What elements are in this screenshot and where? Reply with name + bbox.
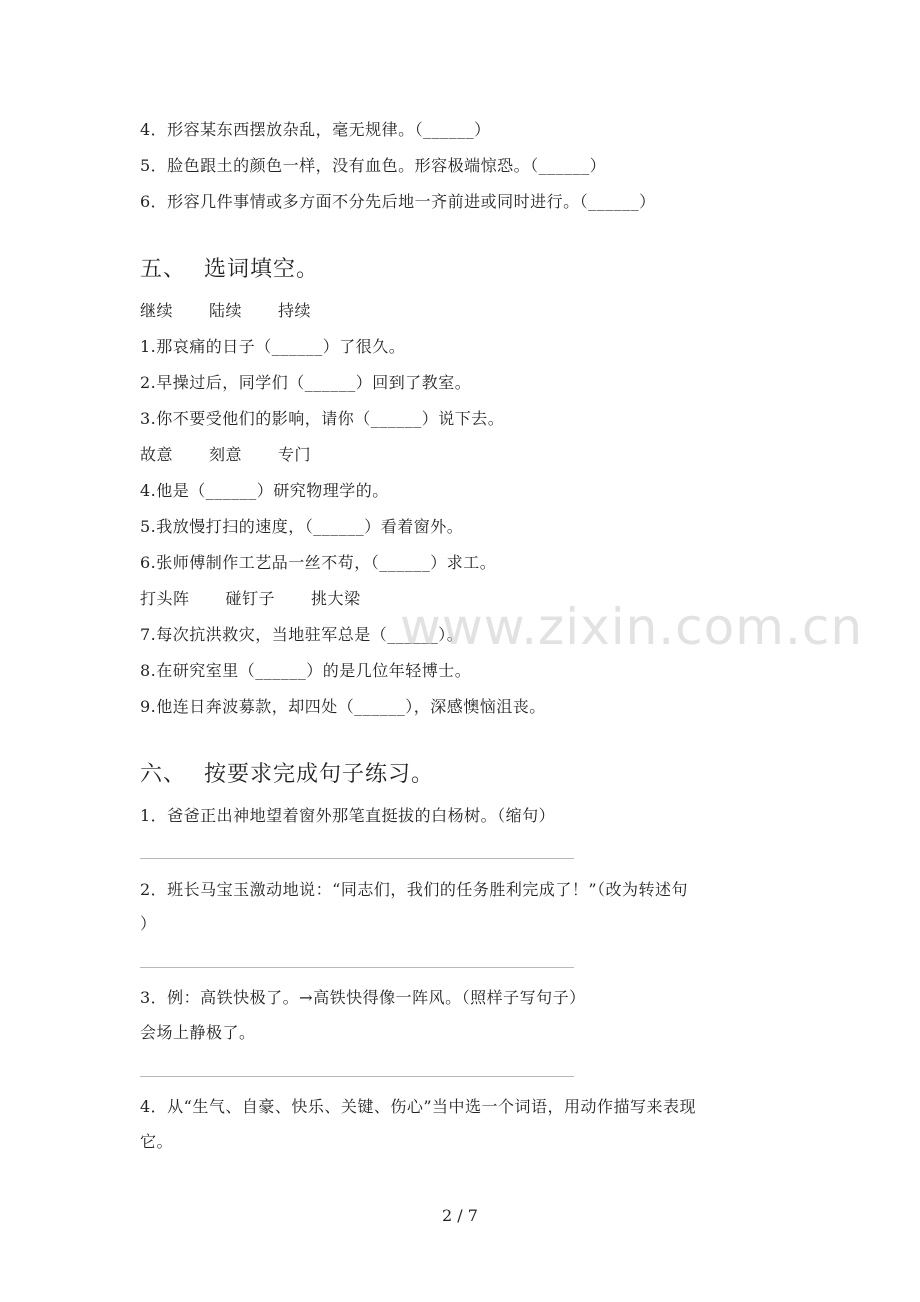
answer-line-2[interactable] [140, 967, 574, 968]
section-number: 五、 [140, 257, 187, 282]
word-option: 持续 [278, 301, 312, 320]
question-item-5: 5．脸色跟土的颜色一样，没有血色。形容极端惊恐。（______） [140, 156, 607, 175]
fill-item-3: 3.你不要受他们的影响，请你（______）说下去。 [140, 409, 505, 428]
section-six-heading [140, 760, 434, 790]
question-item-4: 4．形容某东西摆放杂乱，毫无规律。（______） [140, 120, 491, 139]
section-title: 按要求完成句子练习。 [204, 762, 435, 787]
section-number: 六、 [140, 762, 187, 787]
sentence-question-1: 1．爸爸正出神地望着窗外那笔直挺拔的白杨树。（缩句） [140, 806, 556, 825]
answer-line-3[interactable] [140, 1076, 574, 1077]
sentence-question-2-line1: 2．班长马宝玉激动地说：“同志们，我们的任务胜利完成了！”（改为转述句 [140, 880, 689, 899]
word-option: 故意 [140, 445, 174, 464]
answer-line-1[interactable] [140, 858, 574, 859]
section-title: 选词填空。 [204, 257, 320, 282]
word-bank-1 [140, 300, 347, 322]
page-number: 2 / 7 [442, 1206, 478, 1225]
word-option: 打头阵 [140, 589, 190, 608]
word-option: 陆续 [209, 301, 243, 320]
watermark: www.zixin.com.cn [400, 598, 864, 656]
sentence-question-4-line2: 它。 [140, 1132, 174, 1151]
word-bank-2 [140, 444, 347, 466]
fill-item-7: 7.每次抗洪救灾，当地驻军总是（______）。 [140, 625, 464, 644]
word-option: 挑大梁 [311, 589, 361, 608]
question-item-6: 6．形容几件事情或多方面不分先后地一齐前进或同时进行。（______） [140, 192, 656, 211]
word-option: 碰钉子 [225, 589, 276, 608]
sentence-question-3: 3．例：高铁快极了。→高铁快得像一阵风。（照样子写句子） [140, 988, 586, 1007]
sentence-question-3-prompt: 会场上静极了。 [140, 1023, 256, 1042]
fill-item-1: 1.那哀痛的日子（______）了很久。 [140, 337, 406, 356]
fill-item-4: 4.他是（______）研究物理学的。 [140, 481, 389, 500]
sentence-question-4-line1: 4．从“生气、自豪、快乐、关键、伤心”当中选一个词语，用动作描写来表现 [140, 1097, 697, 1116]
sentence-question-2-line2: ） [140, 914, 157, 933]
fill-item-8: 8.在研究室里（______）的是几位年轻博士。 [140, 661, 472, 680]
word-option: 继续 [140, 301, 174, 320]
word-bank-3 [140, 588, 397, 610]
fill-item-5: 5.我放慢打扫的速度，（______）看着窗外。 [140, 517, 464, 536]
fill-item-9: 9.他连日奔波募款，却四处（______），深感懊恼沮丧。 [140, 697, 546, 716]
section-five-heading [140, 255, 319, 285]
fill-item-2: 2.早操过后，同学们（______）回到了教室。 [140, 373, 472, 392]
word-option: 专门 [278, 445, 312, 464]
word-option: 刻意 [209, 445, 243, 464]
fill-item-6: 6.张师傅制作工艺品一丝不苟，（______）求工。 [140, 553, 497, 572]
